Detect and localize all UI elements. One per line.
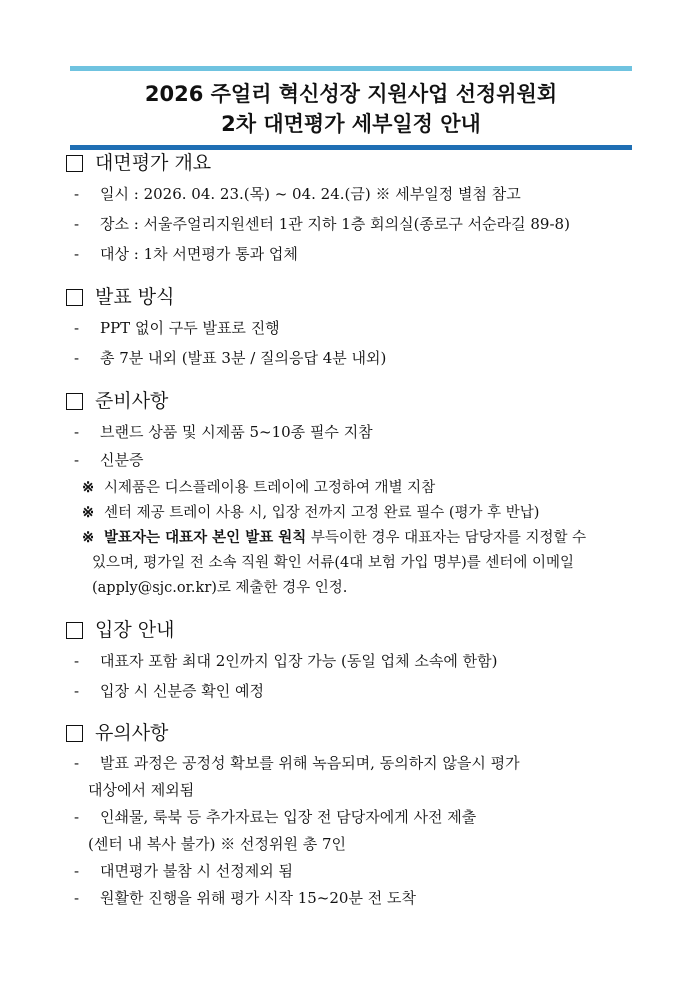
checkbox-square-icon	[66, 289, 83, 306]
item-text: 브랜드 상품 및 시제품 5~10종 필수 지참	[100, 423, 373, 441]
item-text: 대상 : 1차 서면평가 통과 업체	[100, 245, 298, 263]
list-item	[66, 316, 656, 340]
item-text: 발표 과정은 공정성 확보를 위해 녹음되며, 동의하지 않을시 평가	[100, 754, 520, 772]
dash-bullet: -	[74, 245, 80, 263]
reference-mark-icon: ※	[82, 529, 95, 546]
section-heading	[66, 388, 656, 414]
section-heading	[66, 284, 656, 310]
item-text: 총 7분 내외 (발표 3분 / 질의응답 4분 내외)	[100, 349, 387, 367]
dash-bullet: -	[74, 319, 80, 337]
item-text: 원활한 진행을 위해 평가 시작 15~20분 전 도착	[100, 889, 416, 907]
dash-bullet: -	[74, 451, 80, 469]
reference-mark-icon: ※	[82, 504, 95, 521]
title-top-rule	[70, 66, 632, 71]
dash-bullet: -	[74, 682, 80, 700]
section-cautions	[66, 720, 656, 910]
section-presentation	[66, 284, 656, 370]
dash-bullet: -	[74, 808, 80, 826]
section-heading	[66, 720, 656, 746]
dash-bullet: -	[74, 423, 80, 441]
dash-bullet: -	[74, 652, 80, 670]
item-text: 대표자 포함 최대 2인까지 입장 가능 (동일 업체 소속에 한함)	[100, 652, 498, 670]
title-block	[70, 66, 632, 150]
item-text: 입장 시 신분증 확인 예정	[100, 682, 264, 700]
reference-mark-icon: ※	[82, 479, 95, 496]
list-item	[66, 212, 656, 236]
note-continuation: (apply@sjc.or.kr)로 제출한 경우 인정.	[92, 580, 348, 596]
item-text: 일시 : 2026. 04. 23.(목) ~ 04. 24.(금) ※ 세부일정 별첨 참고	[100, 185, 521, 203]
list-item	[66, 886, 656, 910]
section-title: 준비사항	[95, 390, 169, 412]
note-continuation: 있으며, 평가일 전 소속 직원 확인 서류(4대 보험 가입 명부)를 센터에 이메일	[92, 555, 575, 571]
section-heading	[66, 617, 656, 643]
checkbox-square-icon	[66, 155, 83, 172]
note-item	[66, 501, 656, 525]
dash-bullet: -	[74, 185, 80, 203]
note-text: 시제품은 디스플레이용 트레이에 고정하여 개별 지참	[104, 480, 436, 496]
note-item-bold	[66, 526, 656, 550]
item-text: 인쇄물, 룩북 등 추가자료는 입장 전 담당자에게 사전 제출	[100, 808, 477, 826]
section-title: 대면평가 개요	[95, 152, 212, 174]
section-title: 유의사항	[95, 722, 169, 744]
page-title-line2: 2차 대면평가 세부일정 안내	[221, 112, 481, 136]
list-item	[66, 448, 656, 472]
dash-bullet: -	[74, 889, 80, 907]
section-overview	[66, 150, 656, 266]
list-item	[66, 420, 656, 444]
list-item	[66, 182, 656, 206]
item-text: 신분증	[100, 451, 144, 469]
section-preparation	[66, 388, 656, 600]
note-item	[66, 476, 656, 500]
list-item	[66, 805, 656, 829]
list-item	[66, 679, 656, 703]
note-text: 센터 제공 트레이 사용 시, 입장 전까지 고정 완료 필수 (평가 후 반납)	[104, 505, 540, 521]
checkbox-square-icon	[66, 622, 83, 639]
checkbox-square-icon	[66, 725, 83, 742]
list-item	[66, 859, 656, 883]
list-item	[66, 242, 656, 266]
dash-bullet: -	[74, 349, 80, 367]
section-entry	[66, 617, 656, 703]
checkbox-square-icon	[66, 393, 83, 410]
item-text: 장소 : 서울주얼리지원센터 1관 지하 1층 회의실(종로구 서순라길 89-8)	[100, 215, 570, 233]
dash-bullet: -	[74, 215, 80, 233]
item-text: 대면평가 불참 시 선정제외 됨	[100, 862, 293, 880]
section-heading	[66, 150, 656, 176]
list-item	[66, 751, 656, 775]
list-item	[66, 346, 656, 370]
page-title-line1: 2026 주얼리 혁신성장 지원사업 선정위원회	[144, 82, 558, 106]
list-item-continuation: (센터 내 복사 불가) ※ 선정위원 총 7인	[88, 835, 346, 853]
dash-bullet: -	[74, 754, 80, 772]
note-text: 부득이한 경우 대표자는 담당자를 지정할 수	[306, 530, 587, 546]
note-bold-text: 발표자는 대표자 본인 발표 원칙	[104, 529, 307, 546]
section-title: 발표 방식	[95, 286, 175, 308]
item-text: PPT 없이 구두 발표로 진행	[100, 319, 280, 337]
list-item-continuation: 대상에서 제외됨	[88, 781, 195, 799]
section-title: 입장 안내	[95, 619, 175, 641]
list-item	[66, 649, 656, 673]
dash-bullet: -	[74, 862, 80, 880]
